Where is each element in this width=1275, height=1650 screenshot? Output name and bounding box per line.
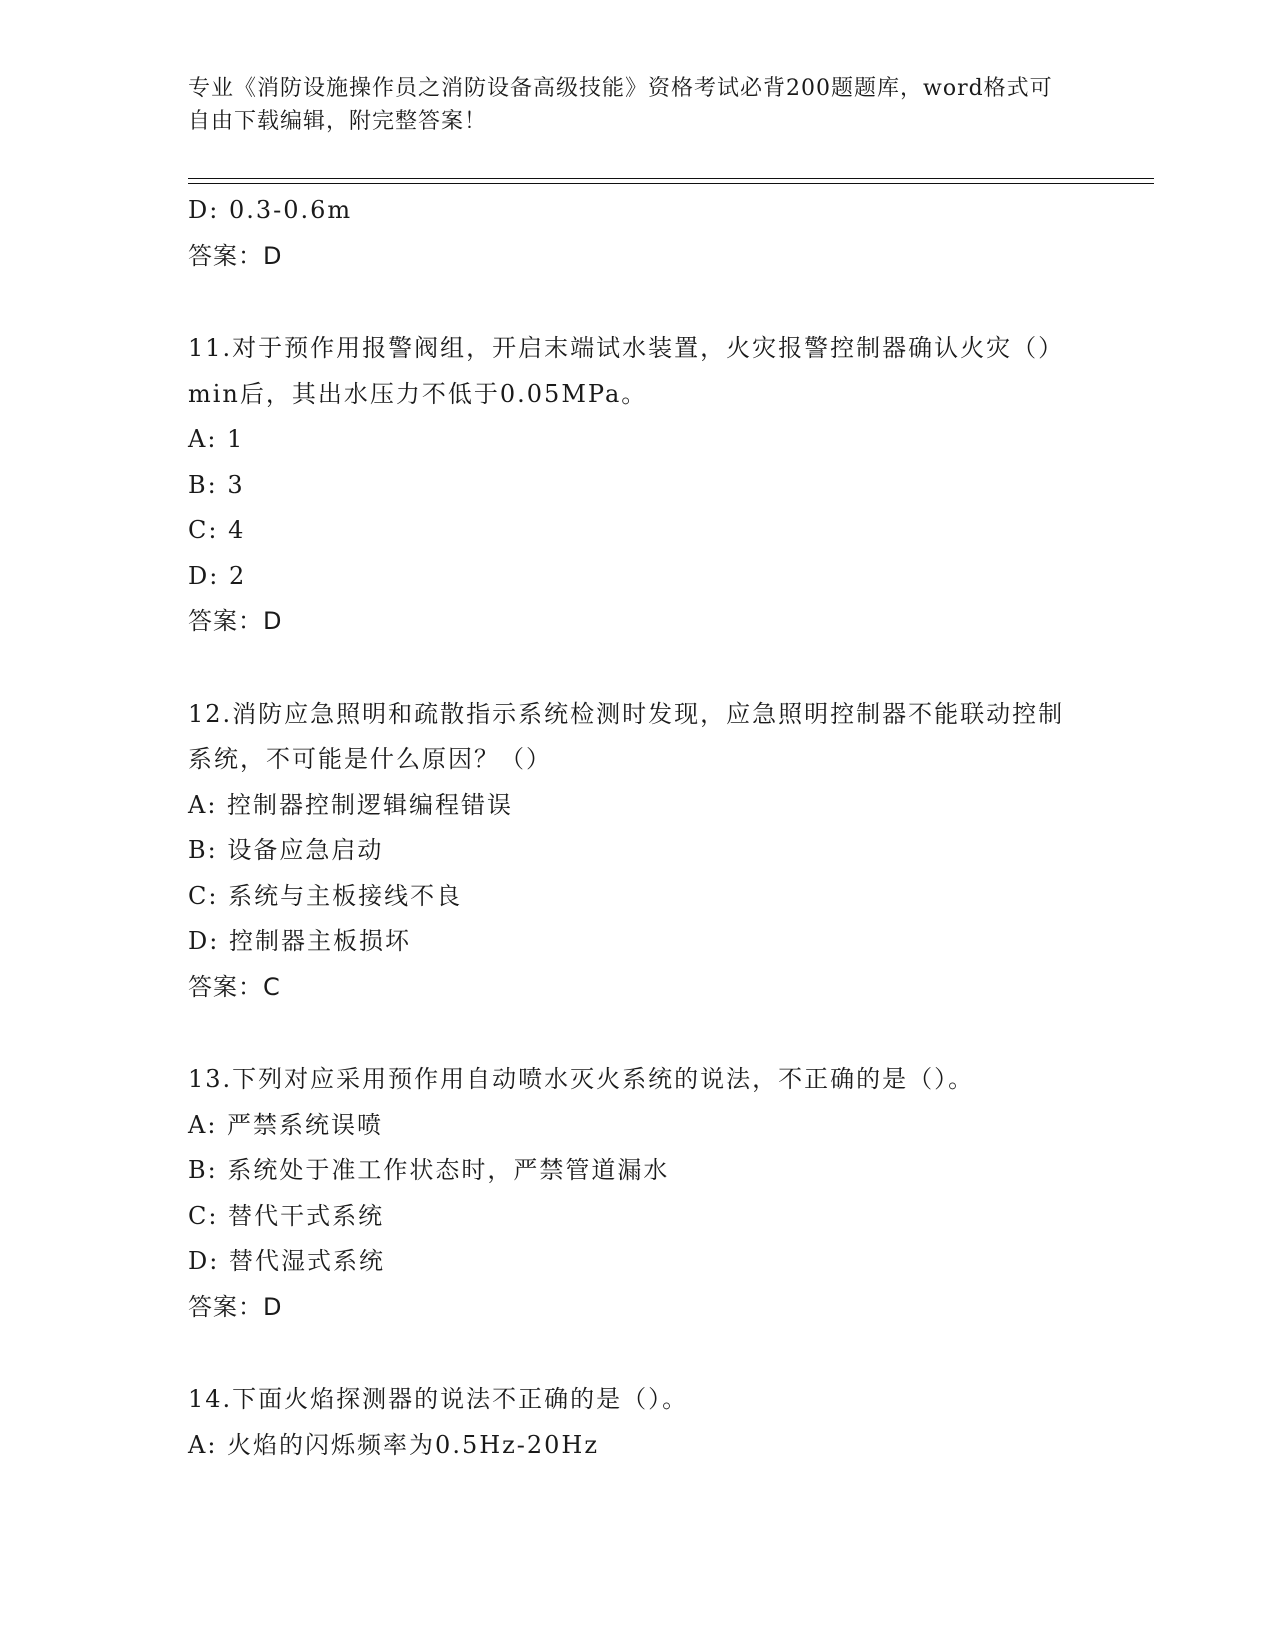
- question-block-11: [188, 326, 1088, 645]
- header-divider-top: [188, 178, 1154, 179]
- option-d: D: 2: [188, 561, 247, 590]
- question-list: [188, 188, 1088, 1468]
- option-c: C: 替代干式系统: [188, 1201, 385, 1230]
- option-b: B: 系统处于准工作状态时，严禁管道漏水: [188, 1156, 670, 1184]
- option-b: B: 3: [188, 470, 245, 499]
- question-block-12: [188, 692, 1088, 1011]
- answer: 答案：D: [188, 1292, 283, 1321]
- option-d: D: 控制器主板损坏: [188, 927, 411, 955]
- option-a: A: 火焰的闪烁频率为0.5Hz-20Hz: [188, 1430, 600, 1459]
- spacer: [188, 645, 1088, 692]
- option-a: A: 控制器控制逻辑编程错误: [188, 790, 514, 819]
- option-d: D: 替代湿式系统: [188, 1247, 385, 1275]
- option-b: B: 设备应急启动: [188, 836, 384, 864]
- question-text: 12.消防应急照明和疏散指示系统检测时发现，应急照明控制器不能联动控制系统，不可能是什么原因？（）: [188, 699, 1065, 773]
- answer: 答案：C: [188, 972, 281, 1001]
- document-header: 专业《消防设施操作员之消防设备高级技能》资格考试必背200题题库，word格式可自由下载编辑，附完整答案！: [188, 76, 1053, 134]
- previous-answer: 答案：D: [188, 241, 283, 270]
- header-divider-bottom: [188, 183, 1154, 184]
- answer: 答案：D: [188, 607, 283, 635]
- option-c: C: 4: [188, 516, 246, 544]
- question-block-13: [188, 1057, 1088, 1330]
- spacer: [188, 1010, 1088, 1057]
- question-text: 11.对于预作用报警阀组，开启末端试水装置，火灾报警控制器确认火灾（）min后，其出水压力不低于0.05MPa。: [188, 334, 1065, 408]
- spacer: [188, 279, 1088, 326]
- option-a: A: 严禁系统误喷: [188, 1110, 384, 1139]
- spacer: [188, 1330, 1088, 1377]
- question-block-14: [188, 1377, 1088, 1468]
- question-text: 14.下面火焰探测器的说法不正确的是（）。: [188, 1385, 689, 1413]
- option-c: C: 系统与主板接线不良: [188, 881, 463, 910]
- question-text: 13.下列对应采用预作用自动喷水灭火系统的说法，不正确的是（）。: [188, 1065, 975, 1093]
- previous-option-d: D: 0.3-0.6m: [188, 196, 353, 224]
- option-a: A: 1: [188, 425, 245, 453]
